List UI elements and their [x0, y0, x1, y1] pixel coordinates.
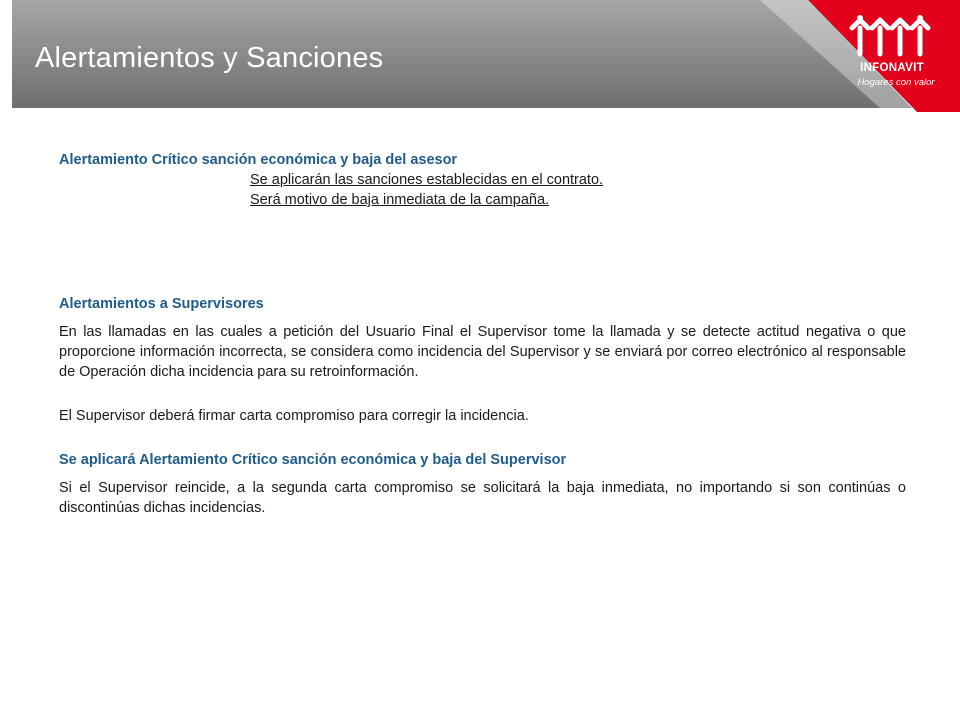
- sanction-line-contract: Se aplicarán las sanciones establecidas en el contrato.: [250, 172, 604, 188]
- sanction-line-dismissal: Será motivo de baja inmediata de la campaña.: [250, 192, 550, 208]
- slide-title: Alertamientos y Sanciones: [35, 42, 384, 74]
- supervisor-sanction-heading: Se aplicará Alertamiento Crítico sanción económica y baja del Supervisor: [59, 452, 567, 468]
- logo-tagline: Hogares con valor: [857, 77, 935, 88]
- logo-wordmark: INFONAVIT: [860, 62, 924, 74]
- infonavit-logo: [846, 14, 946, 92]
- slide-header: [0, 0, 960, 115]
- carta-compromiso-paragraph: El Supervisor deberá firmar carta compromiso para corregir la incidencia.: [59, 408, 529, 424]
- supervisores-heading: Alertamientos a Supervisores: [59, 296, 264, 312]
- reincidence-paragraph: Si el Supervisor reincide, a la segunda carta compromiso se solicitará la baja inmediata, no importando si son continúas o discontinúas dichas incidencias.: [59, 480, 906, 516]
- houses-logo-icon: [846, 14, 938, 60]
- supervisores-paragraph: En las llamadas en las cuales a petición del Usuario Final el Supervisor tome la llamada y se detecte actitud negativa o que proporcione información incorrecta, se considera como incidencia del Supervisor y se enviará por correo electrónico al responsable de Operación dicha incidencia para su retroinformación.: [59, 324, 906, 380]
- asesor-heading: Alertamiento Crítico sanción económica y baja del asesor: [59, 152, 458, 168]
- slide-content: [59, 150, 906, 518]
